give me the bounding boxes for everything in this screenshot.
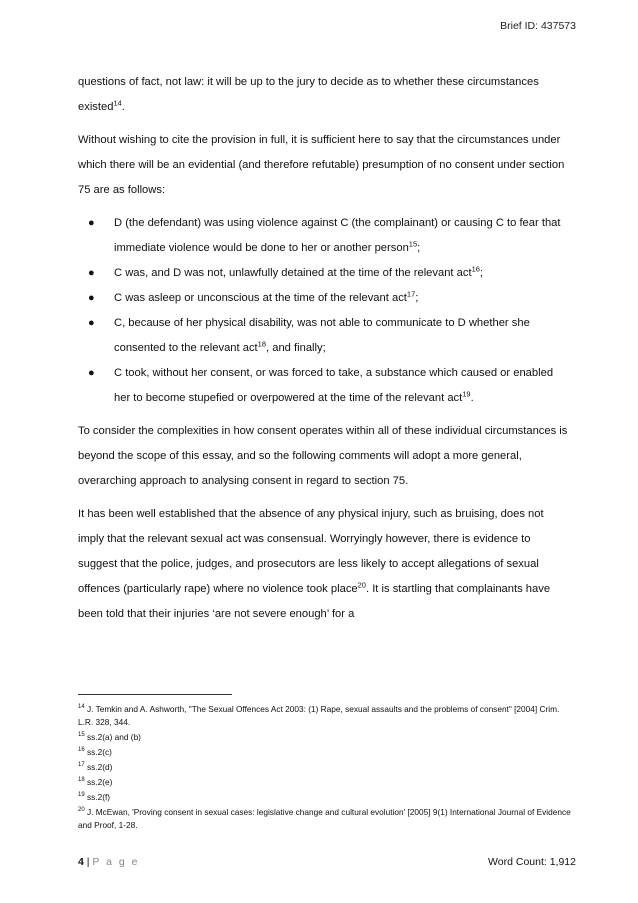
paragraph-text: questions of fact, not law: it will be up to the jury to decide as to whether these circumstances existed bbox=[78, 76, 539, 113]
footer-separator: | bbox=[83, 856, 93, 868]
bullet-icon: ● bbox=[88, 292, 95, 304]
footnote bbox=[78, 746, 572, 759]
paragraph-1 bbox=[78, 70, 570, 120]
paragraph-tail: . It is startling that complainants have been told that their injuries ‘are not severe enough’ for a bbox=[78, 583, 551, 620]
paragraph-text: It has been well established that the absence of any physical injury, such as bruising, does not imply that the relevant sexual act was consensual. Worryingly however, there is evidence to suggest that the police, judges, and prosecutors are less likely to accept allegations of sexual offences (particularly rape) where no violence took place bbox=[78, 508, 544, 595]
footnote-ref-18: 18 bbox=[257, 339, 267, 349]
bullet-icon: ● bbox=[88, 367, 95, 379]
list-item-text: C took, without her consent, or was forced to take, a substance which caused or enabled her to become stupefied or overpowered at the time of the relevant act bbox=[114, 367, 554, 404]
footnote bbox=[78, 776, 572, 789]
footnote-text: ss.2(e) bbox=[84, 777, 113, 787]
footnote-number: 15 bbox=[78, 732, 85, 739]
bullet-icon: ● bbox=[88, 267, 95, 279]
footnote-number: 16 bbox=[78, 747, 85, 754]
footnotes bbox=[78, 703, 572, 834]
list-item bbox=[78, 211, 570, 261]
paragraph-tail: . bbox=[121, 101, 125, 113]
list-item bbox=[78, 286, 570, 311]
footnote bbox=[78, 703, 572, 729]
footnote-ref-14: 14 bbox=[113, 98, 122, 108]
footnote-ref-20: 20 bbox=[357, 580, 366, 590]
footnote-number: 14 bbox=[78, 704, 85, 711]
list-item-text: D (the defendant) was using violence against C (the complainant) or causing C to fear that immediate violence would be done to her or another person bbox=[114, 217, 561, 254]
paragraph-2: Without wishing to cite the provision in full, it is sufficient here to say that the circumstances under which there will be an evidential (and therefore refutable) presumption of no consent under section 75 are as follows: bbox=[78, 134, 565, 196]
document-body bbox=[78, 70, 570, 635]
footnote-text: ss.2(a) and (b) bbox=[84, 732, 141, 742]
circumstances-list bbox=[78, 211, 570, 411]
list-item bbox=[78, 261, 570, 286]
footnote-ref-15: 15 bbox=[408, 239, 418, 249]
list-item-tail: ; bbox=[415, 292, 419, 304]
footnote-ref-17: 17 bbox=[406, 289, 416, 299]
footnote-number: 17 bbox=[78, 762, 85, 769]
list-item-text: C was asleep or unconscious at the time of the relevant act bbox=[114, 292, 407, 304]
footnote-text: J. McEwan, 'Proving consent in sexual cases: legislative change and cultural evolution' [2005] 9(1) International Journal of Evidence and Proof, 1-28. bbox=[78, 807, 571, 830]
footnote-text: ss.2(f) bbox=[84, 792, 111, 802]
paragraph-3: To consider the complexities in how consent operates within all of these individual circumstances is beyond the scope of this essay, and so the following comments will adopt a more general, overarching approach to analysing consent in regard to section 75. bbox=[78, 425, 568, 487]
footnote bbox=[78, 806, 572, 832]
footnote-number: 18 bbox=[78, 777, 85, 784]
list-item-tail: ; bbox=[417, 242, 421, 254]
page-label: P a g e bbox=[92, 856, 140, 868]
paragraph-4 bbox=[78, 502, 570, 627]
footnote-text: J. Temkin and A. Ashworth, "The Sexual Offences Act 2003: (1) Rape, sexual assaults and the problems of consent" [2004] Crim. L.R. 328, 344. bbox=[78, 704, 560, 727]
footnote bbox=[78, 791, 572, 804]
footnote-number: 19 bbox=[78, 792, 85, 799]
list-item-tail: ; bbox=[479, 267, 484, 279]
list-item bbox=[78, 361, 570, 411]
brief-id-header: Brief ID: 437573 bbox=[500, 20, 576, 32]
list-item-tail: . bbox=[470, 392, 474, 404]
footnote-text: ss.2(d) bbox=[84, 762, 113, 772]
footnote-ref-19: 19 bbox=[462, 389, 471, 399]
list-item-text: C was, and D was not, unlawfully detained at the time of the relevant act bbox=[114, 267, 472, 279]
footnote-ref-16: 16 bbox=[471, 264, 480, 274]
list-item-text: C, because of her physical disability, was not able to communicate to D whether she consented to the relevant act bbox=[114, 317, 530, 354]
list-item bbox=[78, 311, 570, 361]
footnote-number: 20 bbox=[78, 807, 85, 814]
bullet-icon: ● bbox=[88, 217, 95, 229]
footnote bbox=[78, 731, 572, 744]
word-count: Word Count: 1,912 bbox=[488, 856, 576, 868]
page-number: 4 bbox=[78, 856, 84, 868]
footnote bbox=[78, 761, 572, 774]
footnote-text: ss.2(c) bbox=[84, 747, 112, 757]
bullet-icon: ● bbox=[88, 317, 95, 329]
list-item-tail: , and finally; bbox=[266, 342, 326, 354]
footnote-divider bbox=[78, 694, 232, 695]
page-footer bbox=[78, 856, 140, 868]
